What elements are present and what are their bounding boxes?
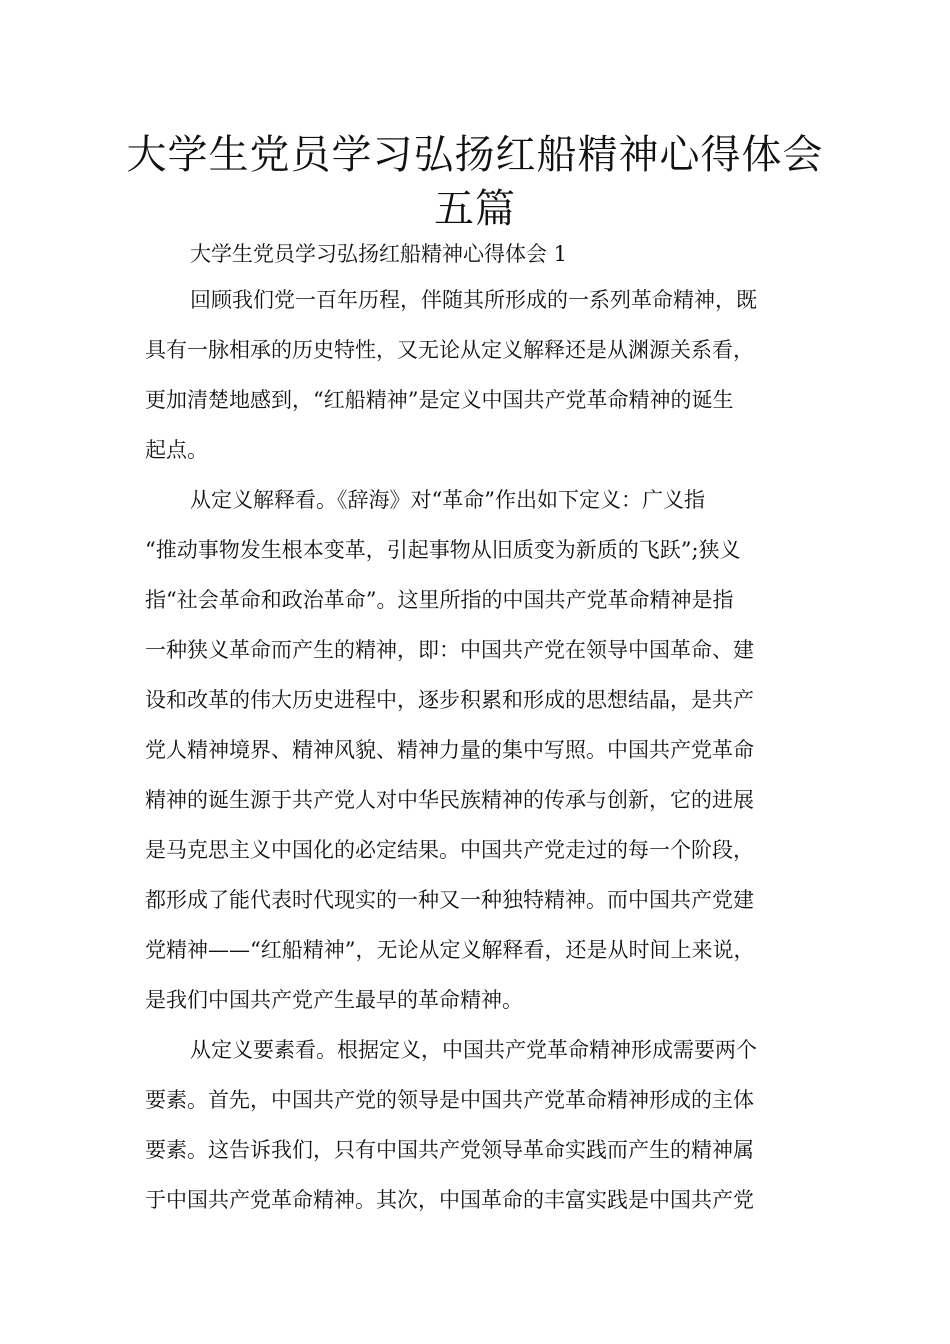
document-title: [120, 128, 830, 236]
paragraph-line: 要素。首先，中国共产党的领导是中国共产党革命精神形成的主体: [145, 1088, 754, 1112]
paragraph-line: 从定义解释看。《辞海》对“革命”作出如下定义：广义指: [190, 488, 705, 512]
paragraph-line: 具有一脉相承的历史特性，又无论从定义解释还是从渊源关系看，: [145, 338, 754, 362]
paragraph-line: 于中国共产党革命精神。其次，中国革命的丰富实践是中国共产党: [145, 1188, 754, 1212]
paragraph-line: 是我们中国共产党产生最早的革命精神。: [145, 988, 523, 1012]
paragraph-1: [145, 275, 835, 475]
section-heading: 大学生党员学习弘扬红船精神心得体会 1: [190, 242, 568, 266]
paragraph-line: 更加清楚地感到，“红船精神”是定义中国共产党革命精神的诞生: [145, 388, 734, 412]
paragraph-line: 都形成了能代表时代现实的一种又一种独特精神。而中国共产党建: [145, 888, 754, 912]
paragraph-line: 起点。: [145, 438, 208, 462]
paragraph-line: 党人精神境界、精神风貌、精神力量的集中写照。中国共产党革命: [145, 738, 754, 762]
paragraph-2: [145, 475, 835, 1025]
title-line-2: 五篇: [434, 186, 516, 232]
paragraph-line: 精神的诞生源于共产党人对中华民族精神的传承与创新，它的进展: [145, 788, 754, 812]
paragraph-line: 设和改革的伟大历史进程中，逐步积累和形成的思想结晶，是共产: [145, 688, 754, 712]
paragraph-line: 一种狭义革命而产生的精神，即：中国共产党在领导中国革命、建: [145, 638, 754, 662]
paragraph-line: 是马克思主义中国化的必定结果。中国共产党走过的每一个阶段，: [145, 838, 754, 862]
paragraph-line: 从定义要素看。根据定义，中国共产党革命精神形成需要两个: [190, 1038, 757, 1062]
paragraph-line: 党精神——“红船精神”，无论从定义解释看，还是从时间上来说，: [145, 938, 755, 962]
title-line-1: 大学生党员学习弘扬红船精神心得体会: [126, 132, 824, 178]
paragraph-line: 回顾我们党一百年历程，伴随其所形成的一系列革命精神，既: [190, 288, 757, 312]
paragraph-line: “推动事物发生根本变革，引起事物从旧质变为新质的飞跃”;狭义: [145, 538, 741, 562]
paragraph-line: 指“社会革命和政治革命”。这里所指的中国共产党革命精神是指: [145, 588, 734, 612]
paragraph-3: [145, 1025, 835, 1225]
paragraph-line: 要素。这告诉我们，只有中国共产党领导革命实践而产生的精神属: [145, 1138, 754, 1162]
